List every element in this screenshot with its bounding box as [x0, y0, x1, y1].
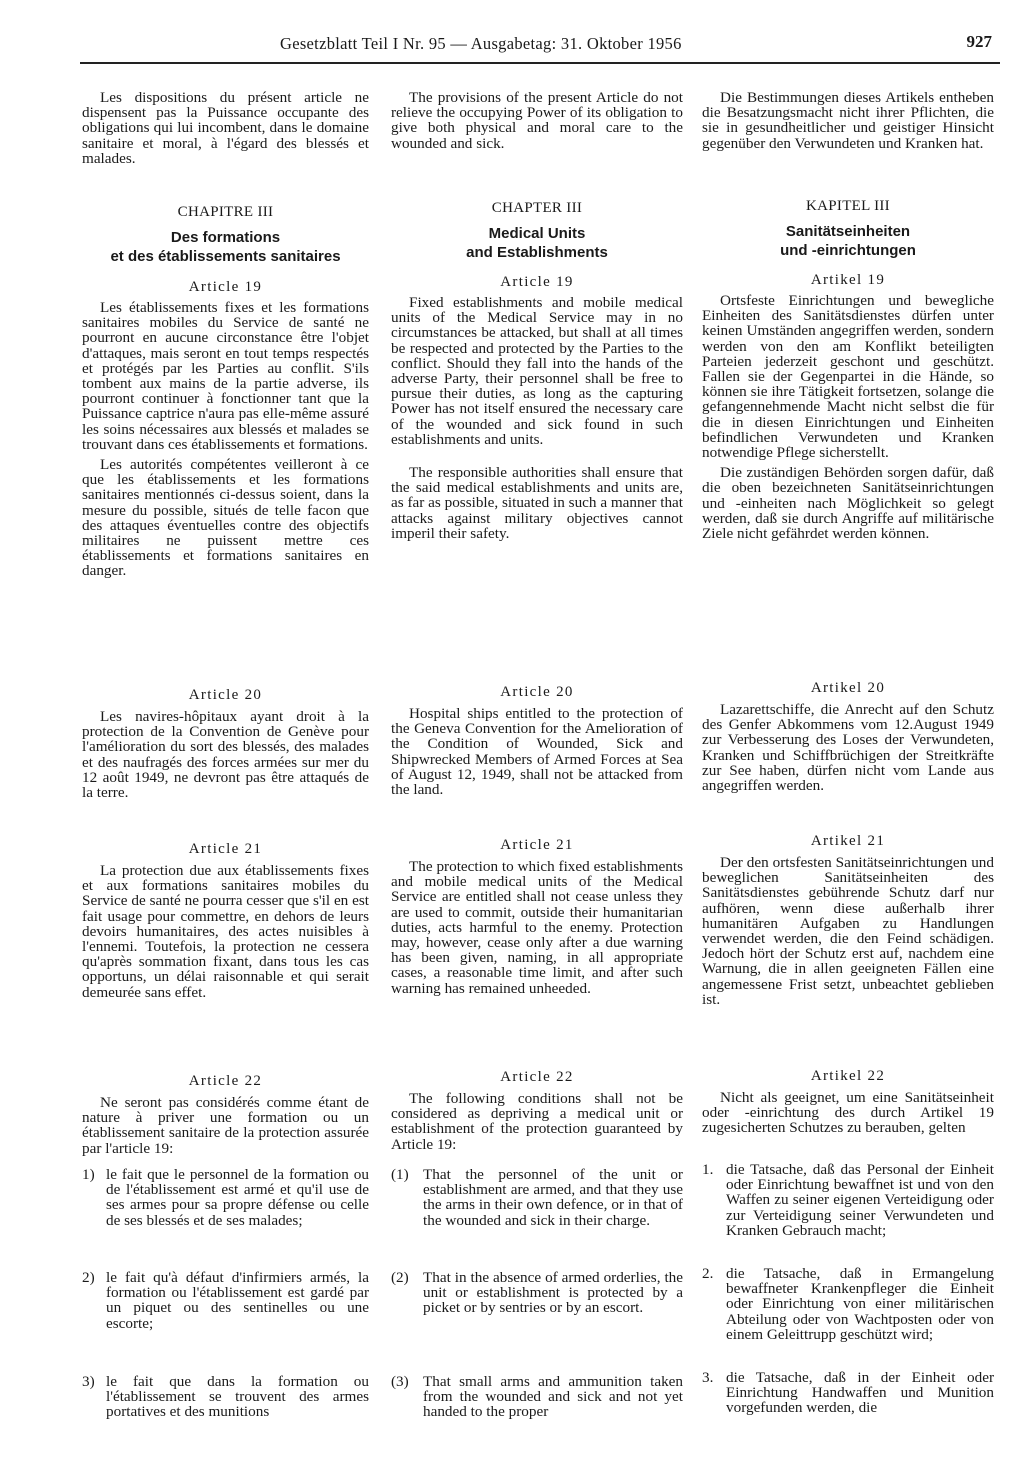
article-22-heading: Artikel 22: [810, 1068, 886, 1084]
chapter-heading-block: [702, 196, 994, 260]
article-19-paragraph-1: Ortsfeste Einrichtungen und bewegliche Einheiten des Sanitätsdienstes dürfen unter keinen Umständen angegriffen werden, sondern werden von den am Konflikt beteiligten Parteien jederzeit geschont und geschützt. Fallen sie der Gegenpartei in die Hände, so können sie ihre Tätigkeit fortsetzen, solange die gefangennehmende Macht nicht selbst die für die in diesen Einrichtungen und Einheiten befindlichen Verwundeten und Kranken notwendige Pflege sicherstellt.: [702, 292, 994, 462]
article-19-block: [391, 272, 683, 541]
list-item: [702, 1266, 994, 1342]
list-item-number: (2): [391, 1269, 409, 1286]
list-item-number: (3): [391, 1373, 409, 1390]
intro-block: [82, 90, 369, 166]
article-20-block: [702, 678, 994, 793]
list-item: [391, 1167, 683, 1228]
list-item: [702, 1162, 994, 1238]
list-item-text: le fait qu'à défaut d'infirmiers armés, la formation ou l'établissement est gardé par un piquet ou des sentinelles ou une escorte;: [106, 1269, 369, 1332]
list-item-text: That in the absence of armed orderlies, the unit or establishment is protected by a picket or by sentries or by an escort.: [423, 1269, 683, 1317]
list-item: [82, 1167, 369, 1228]
article-19-heading: Article 19: [188, 279, 263, 295]
article-21-block: [702, 831, 994, 1007]
chapter-title-line-2: und -einrichtungen: [780, 242, 916, 259]
article-21-block: [391, 835, 683, 996]
article-22-block: [82, 1071, 369, 1156]
article-22-paragraph: The following conditions shall not be considered as depriving a medical unit or establishment of the protection guaranteed by Article 19:: [391, 1090, 683, 1153]
article-22-heading: Article 22: [188, 1073, 263, 1089]
page-number: 927: [966, 32, 992, 51]
list-item-number: 2.: [702, 1265, 714, 1282]
list-item-text: That the personnel of the unit or establishment are armed, and that they use the arms in their own defence, or in that of the wounded and sick in their charge.: [423, 1166, 683, 1229]
article-22-block: [391, 1067, 683, 1152]
list-item-number: 2): [82, 1269, 95, 1286]
list-item-text: die Tatsache, daß das Personal der Einheit oder Einrichtung bewaffnet ist und von den Waffen zu seiner eigenen Verteidigung oder zur Verteidigung seiner Verwundeten und Kranken Gebrauch macht;: [726, 1161, 994, 1239]
chapter-number: CHAPITRE III: [177, 204, 274, 220]
list-item-text: le fait que le personnel de la formation ou de l'établissement est armé et qu'il use de ses armes pour sa propre défense ou celle de ses blessés et de ses malades;: [106, 1166, 369, 1229]
list-item-number: 3.: [702, 1369, 714, 1386]
article-22-block: [702, 1066, 994, 1136]
intro-block: [391, 90, 683, 151]
article-20-paragraph: Les navires-hôpitaux ayant droit à la protection de la Convention de Genève pour l'amélioration du sort des blessés, des malades et des naufragés des forces armées sur mer du 12 août 1949, ne devront pas être attaqués de la terre.: [82, 708, 369, 802]
article-22-paragraph: Nicht als geeignet, um eine Sanitätseinheit oder -einrichtung des durch Artikel 19 zugesicherten Schutzes zu berauben, gelten: [702, 1089, 994, 1137]
article-19-paragraph-1: Fixed establishments and mobile medical units of the Medical Service may in no circumstances be attacked, but shall at all times be respected and protected by the Parties to the conflict. Should they fall into the hands of the adverse Party, their personnel shall be free to pursue their duties, as long as the capturing Power has not itself ensured the necessary care of the wounded and sick found in such establishments and units.: [391, 294, 683, 448]
article-19-block: [702, 270, 994, 541]
article-22-paragraph: Ne seront pas considérés comme étant de nature à priver une formation ou un établissement sanitaire de la protection assurée par l'article 19:: [82, 1094, 369, 1157]
article-21-paragraph: The protection to which fixed establishments and mobile medical units of the Medical Service are entitled shall not cease unless they are used to commit, outside their humanitarian duties, acts harmful to the enemy. Protection may, however, cease only after a due warning has been given, naming, in all appropriate cases, a reasonable time limit, and after such warning has remained unheeded.: [391, 858, 683, 997]
list-item-number: 1.: [702, 1161, 714, 1178]
intro-paragraph: The provisions of the present Article do not relieve the occupying Power of its obligation to give both physical and moral care to the wounded and sick.: [391, 89, 683, 152]
chapter-heading-block: [391, 198, 683, 262]
article-19-heading: Artikel 19: [810, 272, 886, 288]
article-19-paragraph-2: Die zuständigen Behörden sorgen dafür, daß die oben bezeichneten Sanitätseinrichtungen und -einheiten nach Möglichkeit so gelegt werden, daß sie durch Angriffe auf militärische Ziele nicht gefährdet werden können.: [702, 464, 994, 543]
article-20-heading: Article 20: [500, 684, 574, 700]
article-21-paragraph: Der den ortsfesten Sanitätseinrichtungen und beweglichen Sanitätseinheiten des Sanitätsdienstes gebührende Schutz darf nur aufhören, wenn diese außerhalb ihrer humanitären Aufgaben zu Handlungen verwendet werden, die den Feind schädigen. Jedoch hört der Schutz erst auf, nachdem eine Warnung, die in allen geeigneten Fällen eine angemessene Frist setzt, unbeachtet geblieben ist.: [702, 854, 994, 1008]
article-20-heading: Article 20: [188, 687, 263, 703]
article-22-heading: Article 22: [500, 1069, 574, 1085]
list-item: [391, 1374, 683, 1420]
article-19-paragraph-2: The responsible authorities shall ensure that the said medical establishments and units are, as far as possible, situated in such a manner that attacks against military objectives cannot imperil their safety.: [391, 464, 683, 542]
list-item-number: 3): [82, 1373, 95, 1390]
list-item-number: (1): [391, 1166, 409, 1183]
list-item-text: le fait que dans la formation ou l'établissement se trouvent des armes portatives et des munitions: [106, 1373, 369, 1421]
article-20-paragraph: Lazarettschiffe, die Anrecht auf den Schutz des Genfer Abkommens vom 12.August 1949 zur Verbesserung des Loses der Verwundeten, Kranken und Schiffbrüchigen der Streitkräfte zur See haben, dürfen nicht vom Lande aus angegriffen werden.: [702, 701, 994, 795]
list-item: [82, 1270, 369, 1331]
page-header: [80, 30, 1000, 64]
article-21-heading: Artikel 21: [810, 833, 886, 849]
article-20-paragraph: Hospital ships entitled to the protection of the Geneva Convention for the Amelioration of the Condition of Wounded, Sick and Shipwrecked Members of Armed Forces at Sea of August 12, 1949, shall not be attacked from the land.: [391, 705, 683, 799]
list-item-text: die Tatsache, daß in Ermangelung bewaffneter Krankenpfleger die Einheit oder Einrichtung von einer militärischen Abteilung oder von Wachtposten oder von einem Geleittrupp geschützt wird;: [726, 1265, 994, 1343]
intro-paragraph: Les dispositions du présent article ne dispensent pas la Puissance occupante des obligations qui lui incombent, dans le domaine sanitaire et moral, à l'égard des blessés et malades.: [82, 89, 369, 167]
list-item: [391, 1270, 683, 1316]
chapter-number: CHAPTER III: [491, 200, 583, 216]
chapter-number: KAPITEL III: [806, 198, 890, 214]
publication-title: Gesetzblatt Teil I Nr. 95 — Ausgabetag: 31. Oktober 1956: [280, 34, 682, 53]
article-19-paragraph-2: Les autorités compétentes veilleront à ce que les établissements et les formations sanitaires mentionnés ci-dessus soient, dans la mesure du possible, situés de telle facon que des attaques éventuelles contre des objectifs militaires ne puissent mettre ces établissements et formations sanitaires en danger.: [82, 456, 369, 580]
chapter-title-line-2: and Establishments: [466, 244, 608, 261]
article-20-block: [82, 685, 369, 800]
chapter-title-line-1: Sanitätseinheiten: [785, 223, 911, 240]
chapter-title-line-2: et des établissements sanitaires: [110, 248, 341, 265]
list-item: [82, 1374, 369, 1420]
article-21-paragraph: La protection due aux établissements fixes et aux formations sanitaires mobiles du Service de santé ne pourra cesser que s'il en est fait usage pour commettre, en dehors de leurs devoirs humanitaires, des actes nuisibles à l'ennemi. Toutefois, la protection ne cessera qu'après sommation fixant, dans tous les cas opportuns, un délai raisonnable et qui serait demeurée sans effet.: [82, 862, 369, 1001]
article-20-heading: Artikel 20: [810, 680, 886, 696]
chapter-title-line-1: Medical Units: [488, 225, 586, 242]
list-item: [702, 1370, 994, 1416]
list-item-number: 1): [82, 1166, 95, 1183]
article-19-heading: Article 19: [500, 274, 574, 290]
article-21-block: [82, 839, 369, 1000]
list-item-text: That small arms and ammunition taken from the wounded and sick and not yet handed to the proper: [423, 1373, 683, 1421]
article-19-paragraph-1: Les établissements fixes et les formations sanitaires mobiles du Service de santé ne pourront en aucune circonstance être l'objet d'attaques, mais seront en tout temps respectés et protégés par les Parties au conflit. S'ils tombent aux mains de la partie adverse, ils pourront continuer à fonctionner tant que la Puissance captrice n'aura pas elle-même assuré les soins nécessaires aux blessés et malades se trouvant dans ces établissements et formations.: [82, 299, 369, 453]
chapter-heading-block: [82, 202, 369, 266]
article-19-block: [82, 277, 369, 579]
article-21-heading: Article 21: [500, 837, 574, 853]
intro-paragraph: Die Bestimmungen dieses Artikels entheben die Besatzungsmacht nicht ihrer Pflichten, die sie in gesundheitlicher und geistiger Hinsicht gegenüber den Verwundeten und Kranken hat.: [702, 89, 994, 152]
list-item-text: die Tatsache, daß in der Einheit oder Einrichtung Handwaffen und Munition vorgefunden werden, die: [726, 1369, 994, 1417]
chapter-title-line-1: Des formations: [170, 229, 281, 246]
article-21-heading: Article 21: [188, 841, 263, 857]
article-20-block: [391, 682, 683, 797]
intro-block: [702, 90, 994, 151]
